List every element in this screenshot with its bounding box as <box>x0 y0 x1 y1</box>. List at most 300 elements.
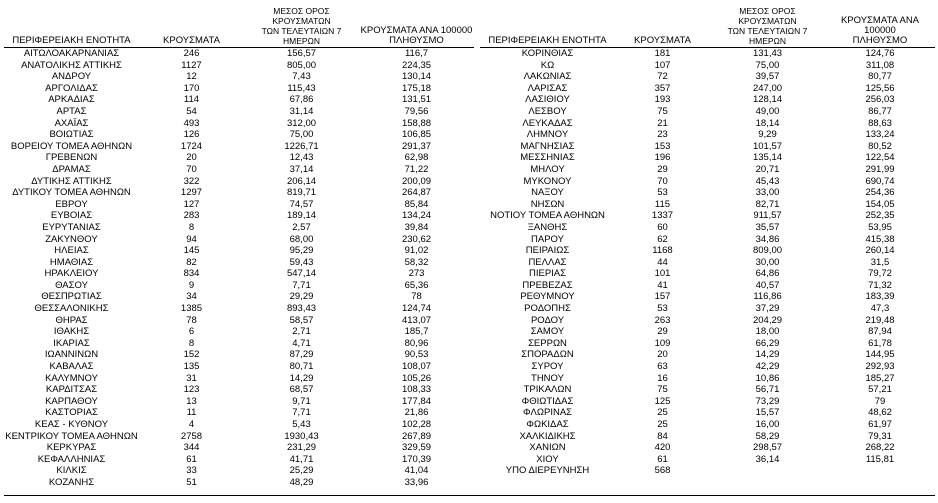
cell-cases: 1127 <box>181 59 202 71</box>
cell-cases: 94 <box>186 233 197 245</box>
cell-avg7: 7,43 <box>292 71 311 83</box>
table-row <box>480 384 935 396</box>
cell-avg7: 49,00 <box>755 105 780 117</box>
cell-region: ΑΙΤΩΛΟΑΚΑΡΝΑΝΙΑΣ <box>4 48 139 60</box>
cell-avg7: 893,43 <box>286 303 317 315</box>
cell-cases: 263 <box>654 314 671 326</box>
cell-avg7: 911,57 <box>753 210 782 222</box>
cell-region: ΚΑΛΥΜΝΟΥ <box>45 372 98 384</box>
cell-region: ΡΟΔΟΥ <box>530 314 565 326</box>
cell-avg7: 131,43 <box>710 48 825 60</box>
cell-avg7: 68,00 <box>289 233 314 245</box>
cell-avg7: 64,86 <box>755 268 780 280</box>
cell-cases: 25 <box>657 407 668 419</box>
cell-region: ΡΕΘΥΜΝΟΥ <box>520 291 575 303</box>
table-row <box>480 234 935 246</box>
cell-per100k: 102,28 <box>401 419 432 430</box>
cell-region: ΝΟΤΙΟΥ ΤΟΜΕΑ ΑΘΗΝΩΝ <box>490 210 605 222</box>
cell-per100k: 185,7 <box>404 326 429 338</box>
cell-avg7: 12,43 <box>289 152 314 164</box>
cell-avg7: 135,14 <box>752 152 783 164</box>
table-row <box>4 83 474 95</box>
table-row <box>4 407 474 419</box>
header-cases: ΚΡΟΥΣΜΑΤΑ <box>163 35 220 46</box>
cell-per100k: 291,99 <box>865 163 895 175</box>
cell-region: ΜΗΛΟΥ <box>530 163 565 175</box>
cell-avg7: 2,57 <box>292 221 311 233</box>
cell-avg7: 68,57 <box>289 384 314 396</box>
cell-avg7: 59,43 <box>289 256 314 268</box>
header-region: ΠΕΡΙΦΕΡΕΙΑΚΗ ΕΝΟΤΗΤΑ <box>12 35 131 46</box>
table-row <box>4 210 474 222</box>
cell-avg7: 809,00 <box>752 245 783 257</box>
table-row <box>4 326 474 338</box>
cell-per100k: 79,31 <box>868 430 892 442</box>
cell-avg7: 298,57 <box>752 442 783 454</box>
cell-cases: 75 <box>657 105 668 117</box>
cell-avg7: 80,71 <box>289 361 314 373</box>
cell-region: ΜΕΣΣΗΝΙΑΣ <box>520 152 575 164</box>
cell-region: ΠΑΡΟΥ <box>531 233 564 245</box>
table-row <box>4 257 474 269</box>
cell-cases: 101 <box>654 268 671 280</box>
table-row <box>480 465 935 477</box>
cell-per100k: 71,32 <box>868 279 892 291</box>
table-row <box>4 442 474 454</box>
cell-per100k: 78 <box>411 291 422 303</box>
table-row <box>4 465 474 477</box>
cell-region: ΗΛΕΙΑΣ <box>54 245 89 257</box>
cell-region: ΚΑΡΠΑΘΟΥ <box>45 395 98 407</box>
cell-per100k: 33,96 <box>404 476 429 488</box>
cell-cases: 107 <box>654 59 671 71</box>
table-row <box>4 268 474 280</box>
cell-region: ΦΩΚΙΔΑΣ <box>526 419 569 430</box>
cell-cases: 41 <box>657 279 668 291</box>
table-row <box>4 141 474 153</box>
cell-avg7: 206,14 <box>286 175 317 187</box>
cell-per100k: 329,59 <box>401 442 432 454</box>
cell-per100k: 115,81 <box>865 453 895 465</box>
cell-avg7: 7,71 <box>292 407 311 419</box>
cell-region: ΧΑΝΙΩΝ <box>529 442 566 454</box>
cell-region: ΖΑΚΥΝΘΟΥ <box>45 233 98 245</box>
cell-avg7: 231,29 <box>286 442 317 454</box>
cell-region: ΙΩΑΝΝΙΝΩΝ <box>44 349 99 361</box>
header-per100k: ΚΡΟΥΣΜΑΤΑ ΑΝΑ 100000 ΠΛΗΘΥΣΜΟ <box>360 25 473 46</box>
table-row <box>480 48 935 60</box>
cell-per100k <box>825 465 935 477</box>
cell-per100k: 256,03 <box>865 94 895 106</box>
cell-region: ΚΕΦΑΛΛΗΝΙΑΣ <box>37 453 106 465</box>
cell-cases: 157 <box>654 291 671 303</box>
cell-region: ΣΠΟΡΑΔΩΝ <box>521 349 574 361</box>
cell-avg7: 9,71 <box>292 395 311 407</box>
cell-cases: 33 <box>186 465 197 477</box>
cell-avg7: 95,29 <box>289 245 314 257</box>
cell-avg7: 75,00 <box>289 129 314 141</box>
cell-avg7: 156,57 <box>244 48 359 60</box>
cell-cases: 126 <box>183 129 200 141</box>
cell-region: ΔΥΤΙΚΗΣ ΑΤΤΙΚΗΣ <box>31 175 112 187</box>
cell-cases: 16 <box>657 372 668 384</box>
cell-cases: 145 <box>183 245 200 257</box>
table-row <box>4 118 474 130</box>
cell-region: ΚΙΛΚΙΣ <box>56 465 87 477</box>
cell-per100k: 260,14 <box>865 245 895 257</box>
cell-per100k: 80,52 <box>868 140 892 152</box>
cell-avg7: 1930,43 <box>284 430 319 442</box>
table-row <box>4 373 474 385</box>
left-table-body <box>4 48 474 489</box>
cell-per100k: 65,36 <box>404 279 429 291</box>
bottom-rule <box>4 495 935 496</box>
cell-region: ΕΥΒΟΙΑΣ <box>50 210 93 222</box>
table-row <box>480 164 935 176</box>
cell-avg7: 30,00 <box>755 256 780 268</box>
cell-per100k: 62,98 <box>404 152 429 164</box>
cell-region: ΕΥΡΥΤΑΝΙΑΣ <box>42 221 101 233</box>
cell-avg7: 247,00 <box>752 82 783 94</box>
cell-region: ΔΡΑΜΑΣ <box>52 163 91 175</box>
cell-per100k: 87,94 <box>868 326 892 338</box>
cell-cases: 1724 <box>180 140 203 152</box>
cell-region: ΛΕΣΒΟΥ <box>528 105 567 117</box>
cell-cases: 322 <box>183 175 200 187</box>
cell-cases: 152 <box>183 349 200 361</box>
cell-cases: 29 <box>657 163 668 175</box>
table-row <box>480 71 935 83</box>
cell-per100k: 88,63 <box>868 117 892 129</box>
table-row <box>480 152 935 164</box>
table-row <box>4 129 474 141</box>
cell-per100k: 79 <box>874 395 886 407</box>
cell-per100k: 415,38 <box>865 233 895 245</box>
cell-cases: 72 <box>657 71 668 83</box>
cell-region: ΝΑΞΟΥ <box>531 187 564 199</box>
cell-region: ΣΥΡΟΥ <box>531 361 564 373</box>
cell-cases: 4 <box>188 419 195 430</box>
cell-region: ΡΟΔΟΠΗΣ <box>524 303 571 315</box>
cell-avg7: 312,00 <box>286 117 317 129</box>
cell-region: ΙΘΑΚΗΣ <box>53 326 90 338</box>
cell-cases: 34 <box>186 291 197 303</box>
cell-cases: 181 <box>615 48 710 60</box>
table-row <box>480 303 935 315</box>
cell-cases: 78 <box>186 314 197 326</box>
cell-avg7: 115,43 <box>287 82 316 94</box>
cell-region: ΤΡΙΚΑΛΩΝ <box>523 384 572 396</box>
cell-avg7: 82,71 <box>755 198 780 210</box>
table-row <box>480 106 935 118</box>
cell-per100k: 154,05 <box>865 198 895 210</box>
cell-cases: 51 <box>186 476 197 488</box>
cell-per100k: 108,33 <box>401 384 432 396</box>
table-row <box>480 326 935 338</box>
cell-avg7: 45,43 <box>755 175 780 187</box>
right-header-row <box>480 6 935 48</box>
cell-region: ΧΑΛΚΙΔΙΚΗΣ <box>519 430 576 442</box>
cell-region: ΦΛΩΡΙΝΑΣ <box>522 407 573 419</box>
cell-avg7: 66,29 <box>755 337 780 349</box>
cell-avg7: 16,00 <box>755 419 780 430</box>
cell-cases: 84 <box>657 430 668 442</box>
cell-region: ΚΑΒΑΛΑΣ <box>49 361 94 373</box>
cell-region: ΔΥΤΙΚΟΥ ΤΟΜΕΑ ΑΘΗΝΩΝ <box>12 187 131 199</box>
table-row <box>4 419 474 431</box>
cell-per100k: 80,77 <box>868 71 892 83</box>
cell-avg7: 10,86 <box>755 372 780 384</box>
cell-per100k: 144,95 <box>865 349 895 361</box>
table-row <box>4 303 474 315</box>
cell-region: ΕΒΡΟΥ <box>55 198 88 210</box>
cell-per100k: 134,24 <box>401 210 432 222</box>
table-row <box>4 384 474 396</box>
left-header-row <box>4 6 474 48</box>
header-region: ΠΕΡΙΦΕΡΕΙΑΚΗ ΕΝΟΤΗΤΑ <box>488 35 607 46</box>
cell-cases: 127 <box>183 198 200 210</box>
cell-region: ΒΟΡΕΙΟΥ ΤΟΜΕΑ ΑΘΗΝΩΝ <box>10 140 133 152</box>
cell-per100k: 170,39 <box>401 453 432 465</box>
cell-per100k: 39,84 <box>404 221 429 233</box>
cell-cases: 31 <box>186 372 197 384</box>
table-row <box>4 176 474 188</box>
cell-avg7: 29,29 <box>289 291 314 303</box>
cell-per100k: 219,48 <box>865 314 895 326</box>
table-row <box>480 83 935 95</box>
cell-per100k: 48,62 <box>868 407 892 419</box>
table-row <box>4 164 474 176</box>
cell-avg7: 15,57 <box>755 407 780 419</box>
cell-per100k: 125,56 <box>865 82 895 94</box>
cell-region: ΑΡΚΑΔΙΑΣ <box>48 94 95 106</box>
cell-per100k: 122,54 <box>865 152 895 164</box>
cell-avg7: 39,57 <box>755 71 780 83</box>
table-row <box>4 338 474 350</box>
cell-per100k: 291,37 <box>401 140 432 152</box>
table-row <box>480 349 935 361</box>
cell-region: ΚΕΑΣ - ΚΥΘΝΟΥ <box>34 419 109 430</box>
table-row <box>480 187 935 199</box>
right-table <box>480 6 935 477</box>
cell-cases: 63 <box>657 361 668 373</box>
cell-per100k: 85,84 <box>404 198 429 210</box>
cell-cases: 123 <box>183 384 200 396</box>
cell-per100k: 185,27 <box>865 372 895 384</box>
table-row <box>4 71 474 83</box>
cell-per100k: 79,72 <box>868 268 892 280</box>
cell-avg7: 58,29 <box>755 430 780 442</box>
cell-region: ΘΕΣΣΑΛΟΝΙΚΗΣ <box>34 303 109 315</box>
cell-per100k: 130,14 <box>401 71 432 83</box>
cell-avg7: 67,86 <box>289 94 314 106</box>
left-table <box>4 6 474 489</box>
cell-per100k: 311,08 <box>865 59 895 71</box>
cell-avg7: 18,00 <box>755 326 780 338</box>
table-row <box>480 338 935 350</box>
table-row <box>4 280 474 292</box>
cell-cases: 29 <box>657 326 668 338</box>
cell-region: ΦΘΙΩΤΙΔΑΣ <box>521 395 574 407</box>
table-row <box>480 118 935 130</box>
cell-cases: 357 <box>654 82 671 94</box>
cell-per100k: 690,74 <box>865 175 895 187</box>
table-row <box>480 60 935 72</box>
cell-cases: 75 <box>657 384 668 396</box>
cell-avg7: 75,00 <box>755 59 780 71</box>
cell-per100k: 268,22 <box>865 442 895 454</box>
cell-per100k: 254,36 <box>865 187 895 199</box>
cell-avg7: 41,71 <box>289 453 314 465</box>
cell-cases: 20 <box>657 349 668 361</box>
table-row <box>4 199 474 211</box>
cell-avg7: 36,14 <box>755 453 780 465</box>
table-row <box>480 94 935 106</box>
cell-per100k: 230,62 <box>401 233 432 245</box>
cell-region: ΝΗΣΩΝ <box>530 198 565 210</box>
cell-cases: 834 <box>183 268 200 280</box>
cell-cases: 20 <box>186 152 197 164</box>
header-cases: ΚΡΟΥΣΜΑΤΑ <box>634 35 691 46</box>
table-row <box>4 48 474 60</box>
cell-avg7: 14,29 <box>289 372 314 384</box>
cell-avg7: 25,29 <box>289 465 314 477</box>
cell-avg7: 87,29 <box>289 349 314 361</box>
cell-region: ΛΑΚΩΝΙΑΣ <box>523 71 572 83</box>
cell-avg7: 5,43 <box>292 419 311 430</box>
cell-avg7: 101,57 <box>752 140 783 152</box>
cell-per100k: 158,88 <box>401 117 432 129</box>
table-row <box>480 361 935 373</box>
cell-per100k: 175,18 <box>401 82 432 94</box>
cell-avg7: 40,57 <box>755 279 780 291</box>
cell-cases: 8 <box>188 337 195 349</box>
cell-per100k: 183,39 <box>865 291 895 303</box>
cell-region: ΚΕΝΤΡΙΚΟΥ ΤΟΜΕΑ ΑΘΗΝΩΝ <box>5 430 138 442</box>
header-avg7: ΜΕΣΟΣ ΟΡΟΣ ΚΡΟΥΣΜΑΤΩΝ ΤΩΝ ΤΕΛΕΥΤΑΙΩΝ 7 ΗΜΕΡΩΝ <box>727 6 808 46</box>
cell-per100k: 21,86 <box>404 407 429 419</box>
cell-region: ΚΑΡΔΙΤΣΑΣ <box>45 384 98 396</box>
table-row <box>4 431 474 443</box>
cell-cases: 11 <box>186 407 197 419</box>
cell-avg7: 37,14 <box>289 163 314 175</box>
table-row <box>480 280 935 292</box>
cell-region: ΘΑΣΟΥ <box>55 279 88 291</box>
cell-cases: 170 <box>183 82 200 94</box>
cell-region: ΛΑΣΙΘΙΟΥ <box>525 94 570 106</box>
cell-region: ΑΡΤΑΣ <box>56 105 87 117</box>
cell-region: ΘΕΣΠΡΩΤΙΑΣ <box>41 291 102 303</box>
table-row <box>480 245 935 257</box>
cell-per100k: 273 <box>408 268 425 280</box>
cell-cases: 82 <box>186 256 197 268</box>
cell-region: ΗΡΑΚΛΕΙΟΥ <box>44 268 99 280</box>
cell-avg7: 42,29 <box>755 361 780 373</box>
table-row <box>4 454 474 466</box>
cell-avg7: 7,71 <box>292 279 311 291</box>
table-row <box>4 234 474 246</box>
cell-region: ΚΩ <box>540 59 555 71</box>
cell-per100k: 131,51 <box>401 94 432 106</box>
cell-per100k: 124,74 <box>401 303 432 315</box>
cell-per100k: 108,07 <box>401 361 432 373</box>
cell-per100k: 106,85 <box>401 129 432 141</box>
cell-region: ΚΑΣΤΟΡΙΑΣ <box>45 407 98 419</box>
cell-cases: 344 <box>183 442 200 454</box>
cell-avg7: 2,71 <box>292 326 311 338</box>
cell-region: ΛΑΡΙΣΑΣ <box>527 82 568 94</box>
table-row <box>480 129 935 141</box>
table-row <box>480 442 935 454</box>
cell-per100k: 57,21 <box>868 384 892 396</box>
cell-cases: 420 <box>654 442 671 454</box>
cell-avg7: 37,29 <box>755 303 780 315</box>
cell-region: ΠΙΕΡΙΑΣ <box>528 268 567 280</box>
table-row <box>480 222 935 234</box>
cell-region: ΠΡΕΒΕΖΑΣ <box>522 279 573 291</box>
table-row <box>4 291 474 303</box>
cell-cases: 1337 <box>651 210 674 222</box>
cell-cases: 2758 <box>180 430 203 442</box>
cell-cases: 246 <box>139 48 244 60</box>
header-per100k: ΚΡΟΥΣΜΑΤΑ ΑΝΑ 100000 ΠΛΗΘΥΣΜΟ <box>840 15 920 46</box>
cell-cases: 109 <box>654 337 671 349</box>
table-row <box>4 60 474 72</box>
cell-per100k: 86,77 <box>868 105 892 117</box>
table-row <box>4 315 474 327</box>
cell-per100k: 31,5 <box>870 256 890 268</box>
cell-cases: 1168 <box>652 245 673 257</box>
table-row <box>4 106 474 118</box>
cell-avg7: 128,14 <box>752 94 783 106</box>
table-row <box>4 361 474 373</box>
cell-cases: 153 <box>654 140 671 152</box>
cell-region: ΚΕΡΚΥΡΑΣ <box>46 442 97 454</box>
cell-region: ΞΑΝΘΗΣ <box>527 221 568 233</box>
cell-per100k: 91,02 <box>404 245 429 257</box>
cell-avg7: 805,00 <box>286 59 317 71</box>
cell-per100k: 47,3 <box>870 303 890 315</box>
cell-per100k: 224,35 <box>401 59 432 71</box>
cell-cases: 125 <box>654 395 671 407</box>
cell-avg7: 204,29 <box>752 314 783 326</box>
table-row <box>480 454 935 466</box>
table-row <box>4 477 474 489</box>
cell-avg7: 48,29 <box>289 476 314 488</box>
cell-avg7: 74,57 <box>289 198 314 210</box>
cell-avg7: 14,29 <box>755 349 780 361</box>
cell-cases: 493 <box>183 117 200 129</box>
cell-avg7: 547,14 <box>286 268 317 280</box>
cell-cases: 193 <box>654 94 671 106</box>
cell-cases: 44 <box>657 256 668 268</box>
cell-per100k: 133,24 <box>865 129 895 141</box>
table-row <box>4 94 474 106</box>
cell-region: ΤΗΝΟΥ <box>531 372 564 384</box>
header-avg7: ΜΕΣΟΣ ΟΡΟΣ ΚΡΟΥΣΜΑΤΩΝ ΤΩΝ ΤΕΛΕΥΤΑΙΩΝ 7 ΗΜΕΡΩΝ <box>261 6 342 46</box>
cell-cases: 568 <box>654 465 671 477</box>
cell-cases: 54 <box>186 105 197 117</box>
table-row <box>4 187 474 199</box>
table-row <box>4 222 474 234</box>
table-row <box>480 141 935 153</box>
table-row <box>4 245 474 257</box>
cell-per100k: 41,04 <box>404 465 429 477</box>
table-row <box>480 396 935 408</box>
cell-region: ΙΚΑΡΙΑΣ <box>53 337 90 349</box>
cell-region: ΛΕΥΚΑΔΑΣ <box>522 117 573 129</box>
table-row <box>480 291 935 303</box>
